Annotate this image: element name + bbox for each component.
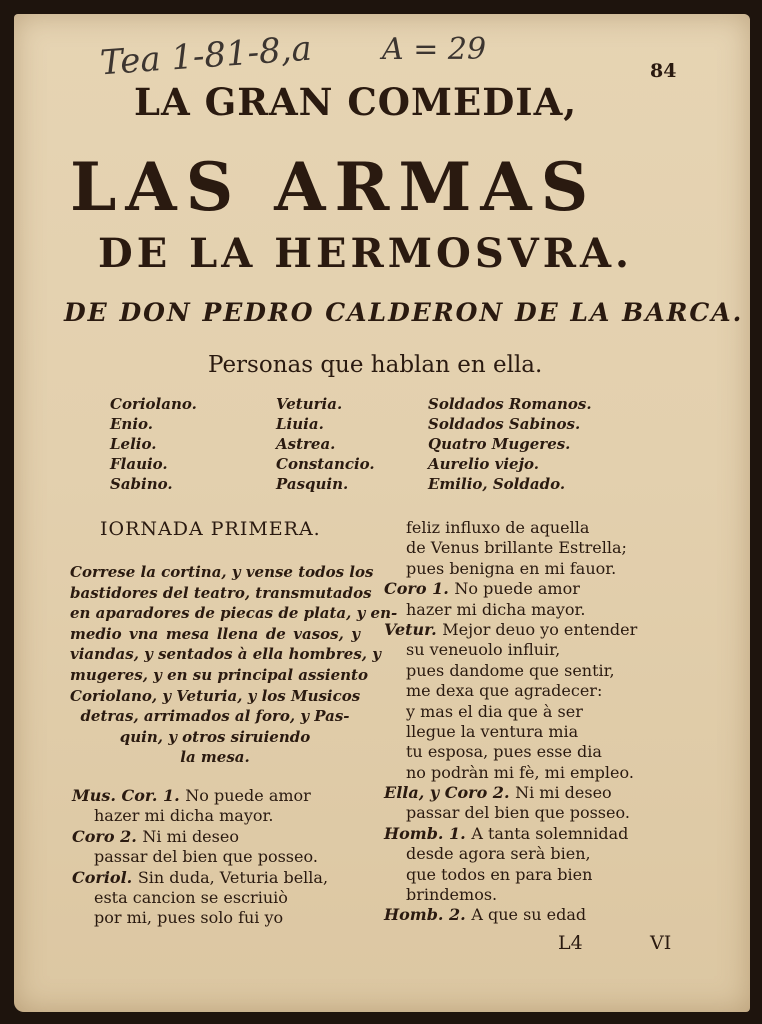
verse-text: Sin duda, Veturia bella,: [137, 867, 329, 887]
catchword-mark: VI: [650, 932, 672, 954]
verse-line: [384, 844, 637, 864]
cast-name: Liuia.: [276, 415, 324, 433]
verse-line: [72, 847, 328, 867]
act-heading: IORNADA PRIMERA.: [100, 518, 321, 540]
stage-line: la mesa.: [180, 748, 250, 767]
verse-line: [384, 518, 637, 538]
cast-name: Quatro Mugeres.: [428, 435, 571, 453]
stage-line: viandas, y sentados à ella hombres, y: [70, 645, 381, 664]
manuscript-number: A = 29: [382, 32, 487, 67]
verse-line: [384, 681, 637, 701]
speaker-label: Coro 2.: [72, 826, 143, 846]
stage-line: en aparadores de piecas de plata, y en-: [70, 604, 398, 623]
speaker-label: Coriol.: [72, 867, 138, 887]
verse-line: [384, 661, 637, 681]
verse-line: [72, 888, 328, 908]
verse-text: No puede amor: [185, 786, 311, 805]
verse-line: [72, 868, 328, 888]
verse-line: [384, 702, 637, 722]
stage-line: Correse la cortina, y vense todos los: [70, 563, 374, 581]
cast-name: Lelio.: [110, 435, 157, 453]
stage-line: bastidores del teatro, transmutados: [70, 583, 372, 602]
verse-text: passar del bien que posseo.: [406, 803, 630, 823]
verse-line: [384, 905, 637, 925]
stage-line: detras, arrimados al foro, y Pas-: [80, 707, 350, 726]
verse-line: [384, 885, 637, 905]
manuscript-shelfmark: Tea 1-81-8,a: [98, 28, 313, 84]
verse-text: tu esposa, pues esse dia: [406, 742, 602, 762]
stage-line: medio vna mesa llena de vasos, y: [70, 624, 360, 643]
verse-line: [384, 783, 637, 803]
verse-text: su veneuolo influir,: [406, 640, 561, 660]
author-line: DE DON PEDRO CALDERON DE LA BARCA.: [64, 298, 744, 327]
cast-name: Soldados Sabinos.: [428, 415, 581, 433]
cast-name: Enio.: [110, 415, 154, 433]
cast-name: Sabino.: [110, 475, 173, 493]
cast-name: Emilio, Soldado.: [428, 475, 566, 493]
verse-text: Ni mi deseo: [515, 783, 612, 803]
speaker-label: Ella, y Coro 2.: [384, 783, 516, 803]
right-verse-column: [384, 518, 637, 926]
cast-column-2: [276, 394, 375, 494]
speaker-label: Coro 1.: [384, 579, 455, 599]
verse-text: me dexa que agradecer:: [406, 681, 603, 701]
verse-text: y mas el dia que à ser: [406, 701, 583, 721]
verse-text: No puede amor: [454, 579, 580, 599]
signature-mark: L4: [558, 932, 583, 954]
verse-line: [72, 806, 328, 826]
verse-text: A que su edad: [471, 905, 587, 925]
verse-line: [384, 865, 637, 885]
verse-line: [384, 600, 637, 620]
verse-line: [384, 824, 637, 844]
speaker-label: Homb. 2.: [384, 905, 472, 925]
verse-line: [72, 827, 328, 847]
cast-name: Coriolano.: [110, 395, 197, 413]
cast-name: Aurelio viejo.: [428, 455, 539, 473]
verse-text: por mi, pues solo fui yo: [94, 908, 284, 928]
verse-text: pues dandome que sentir,: [406, 660, 615, 680]
verse-text: de Venus brillante Estrella;: [406, 538, 627, 558]
verse-text: Mejor deuo yo entender: [442, 619, 638, 639]
verse-text: hazer mi dicha mayor.: [406, 599, 586, 619]
verse-line: [384, 579, 637, 599]
verse-text: Ni mi deseo: [142, 826, 239, 846]
verse-text: feliz influxo de aquella: [406, 518, 590, 537]
cast-name: Astrea.: [276, 435, 336, 453]
verse-text: desde agora serà bien,: [406, 844, 591, 864]
cast-column-1: [110, 394, 197, 494]
verse-text: no podràn mi fè, mi empleo.: [406, 762, 634, 782]
stage-line: Coriolano, y Veturia, y los Musicos: [70, 686, 361, 705]
verse-line: [384, 722, 637, 742]
verse-text: llegue la ventura mia: [406, 721, 579, 741]
verse-text: passar del bien que posseo.: [94, 847, 318, 867]
title-line-2: LAS ARMAS: [70, 148, 598, 226]
verse-line: [72, 786, 328, 806]
verse-text: que todos en para bien: [406, 864, 593, 884]
cast-name: Constancio.: [276, 455, 375, 473]
cast-name: Flauio.: [110, 455, 168, 473]
speaker-label: Homb. 1.: [384, 823, 472, 843]
verse-text: hazer mi dicha mayor.: [94, 806, 274, 826]
stage-line: quin, y otros siruiendo: [119, 727, 311, 746]
title-line-3: DE LA HERMOSVRA.: [98, 230, 633, 277]
verse-line: [384, 803, 637, 823]
verse-text: esta cancion se escriuiò: [94, 887, 288, 907]
verse-line: [72, 908, 328, 928]
verse-line: [384, 620, 637, 640]
cast-name: Veturia.: [276, 395, 343, 413]
cast-name: Pasquin.: [276, 475, 349, 493]
title-line-1: LA GRAN COMEDIA,: [134, 80, 578, 124]
verse-line: [384, 763, 637, 783]
left-verse-column: [72, 786, 328, 929]
speaker-label: Mus. Cor. 1.: [72, 786, 186, 805]
page-sheet: [14, 14, 750, 1012]
verse-line: [384, 640, 637, 660]
stage-line: mugeres, y en su principal assiento: [70, 665, 368, 684]
verse-text: A tanta solemnidad: [471, 823, 629, 843]
cast-column-3: [428, 394, 592, 494]
folio-number: 84: [650, 60, 677, 82]
speaker-label: Vetur.: [384, 619, 443, 639]
stage-direction: [70, 562, 398, 768]
verse-line: [384, 538, 637, 558]
verse-line: [384, 742, 637, 762]
dramatis-heading: Personas que hablan en ella.: [208, 352, 543, 378]
verse-text: pues benigna en mi fauor.: [406, 558, 617, 578]
verse-text: brindemos.: [406, 885, 498, 905]
cast-name: Soldados Romanos.: [428, 395, 592, 413]
verse-line: [384, 559, 637, 579]
